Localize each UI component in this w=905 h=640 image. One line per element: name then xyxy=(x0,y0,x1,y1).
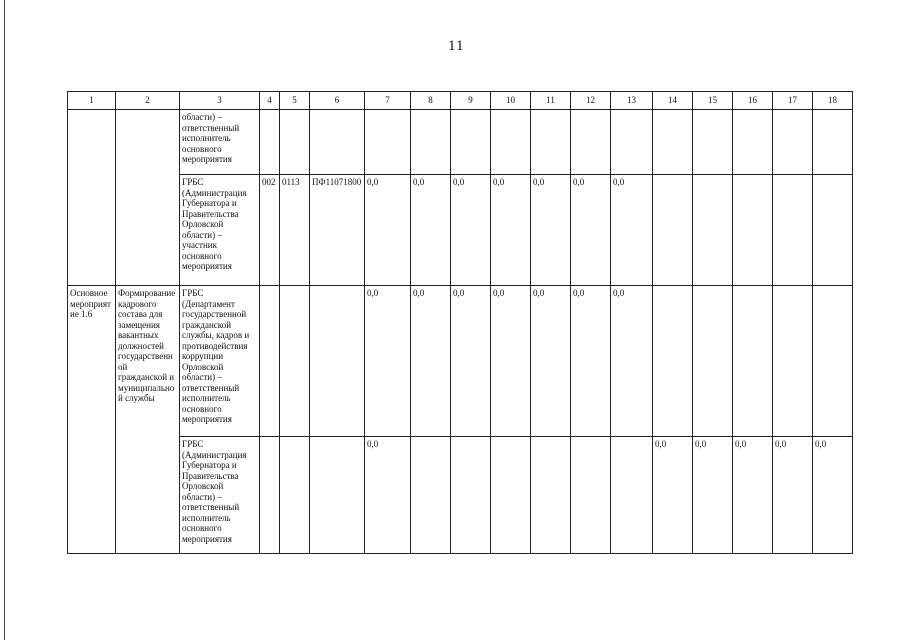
header-cell: 15 xyxy=(693,92,733,110)
value-cell xyxy=(693,286,733,437)
measure-cell xyxy=(68,110,116,286)
executor-cell: области) – ответственный исполнитель основного мероприятия xyxy=(180,110,260,175)
header-cell: 1 xyxy=(68,92,116,110)
header-row xyxy=(68,92,853,110)
section-code-cell: 0113 xyxy=(280,175,310,286)
value-cell: 0,0 xyxy=(813,437,853,554)
value-cell: 0,0 xyxy=(365,286,411,437)
value-cell xyxy=(813,110,853,175)
value-cell: 0,0 xyxy=(571,175,611,286)
header-cell: 9 xyxy=(451,92,491,110)
value-cell: 0,0 xyxy=(451,286,491,437)
page-number: 11 xyxy=(448,38,465,54)
value-cell xyxy=(653,175,693,286)
header-cell: 11 xyxy=(531,92,571,110)
value-cell: 0,0 xyxy=(693,437,733,554)
grbs-code-cell xyxy=(260,286,280,437)
table-row xyxy=(68,437,853,554)
section-code-cell xyxy=(280,286,310,437)
section-code-cell xyxy=(280,110,310,175)
header-cell: 2 xyxy=(116,92,180,110)
header-cell: 4 xyxy=(260,92,280,110)
value-cell xyxy=(733,110,773,175)
value-cell xyxy=(733,175,773,286)
header-cell: 5 xyxy=(280,92,310,110)
header-cell: 14 xyxy=(653,92,693,110)
value-cell: 0,0 xyxy=(491,175,531,286)
executor-cell: ГРБС (Администрация Губернатора и Правительства Орловской области) – участник основного мероприятия xyxy=(180,175,260,286)
value-cell xyxy=(733,286,773,437)
grbs-code-cell xyxy=(260,110,280,175)
value-cell xyxy=(773,286,813,437)
header-cell: 18 xyxy=(813,92,853,110)
table-row xyxy=(68,175,853,286)
value-cell: 0,0 xyxy=(411,175,451,286)
header-cell: 6 xyxy=(310,92,365,110)
value-cell: 0,0 xyxy=(531,286,571,437)
header-cell: 12 xyxy=(571,92,611,110)
executor-cell: ГРБС (Департамент государственной гражданской службы, кадров и противодействия коррупции Орловской области) – ответственный исполнитель основного мероприятия xyxy=(180,286,260,437)
page-edge-rule xyxy=(4,0,5,640)
target-code-cell xyxy=(310,437,365,554)
section-code-cell xyxy=(280,437,310,554)
target-code-cell xyxy=(310,110,365,175)
header-cell: 3 xyxy=(180,92,260,110)
value-cell xyxy=(571,110,611,175)
value-cell: 0,0 xyxy=(611,175,653,286)
header-cell: 8 xyxy=(411,92,451,110)
value-cell: 0,0 xyxy=(571,286,611,437)
value-cell xyxy=(411,110,451,175)
value-cell: 0,0 xyxy=(653,437,693,554)
header-cell: 7 xyxy=(365,92,411,110)
value-cell xyxy=(813,175,853,286)
value-cell xyxy=(813,286,853,437)
value-cell xyxy=(693,175,733,286)
header-cell: 13 xyxy=(611,92,653,110)
target-code-cell: ПФ11071800 xyxy=(310,175,365,286)
value-cell xyxy=(531,110,571,175)
value-cell xyxy=(451,437,491,554)
value-cell xyxy=(531,437,571,554)
value-cell xyxy=(491,437,531,554)
measure-name-cell xyxy=(116,110,180,286)
grbs-code-cell: 002 xyxy=(260,175,280,286)
value-cell xyxy=(365,110,411,175)
target-code-cell xyxy=(310,286,365,437)
value-cell xyxy=(653,286,693,437)
measure-cell: Основное мероприятие 1.6 xyxy=(68,286,116,554)
grbs-code-cell xyxy=(260,437,280,554)
value-cell xyxy=(653,110,693,175)
executor-cell: ГРБС (Администрация Губернатора и Правительства Орловской области) – ответственный исполнитель основного мероприятия xyxy=(180,437,260,554)
value-cell: 0,0 xyxy=(733,437,773,554)
value-cell xyxy=(773,110,813,175)
value-cell: 0,0 xyxy=(365,175,411,286)
header-cell: 17 xyxy=(773,92,813,110)
header-cell: 16 xyxy=(733,92,773,110)
value-cell xyxy=(773,175,813,286)
table-row xyxy=(68,286,853,437)
value-cell: 0,0 xyxy=(411,286,451,437)
value-cell xyxy=(451,110,491,175)
value-cell xyxy=(571,437,611,554)
value-cell xyxy=(411,437,451,554)
value-cell: 0,0 xyxy=(773,437,813,554)
value-cell: 0,0 xyxy=(491,286,531,437)
value-cell: 0,0 xyxy=(531,175,571,286)
value-cell xyxy=(693,110,733,175)
budget-table xyxy=(67,91,853,554)
measure-name-cell: Формирование кадрового состава для замещения вакантных должностей государственной гражданской и муниципальной службы xyxy=(116,286,180,554)
table-row xyxy=(68,110,853,175)
value-cell xyxy=(611,437,653,554)
value-cell xyxy=(491,110,531,175)
value-cell: 0,0 xyxy=(451,175,491,286)
header-cell: 10 xyxy=(491,92,531,110)
value-cell xyxy=(611,110,653,175)
value-cell: 0,0 xyxy=(611,286,653,437)
value-cell: 0,0 xyxy=(365,437,411,554)
